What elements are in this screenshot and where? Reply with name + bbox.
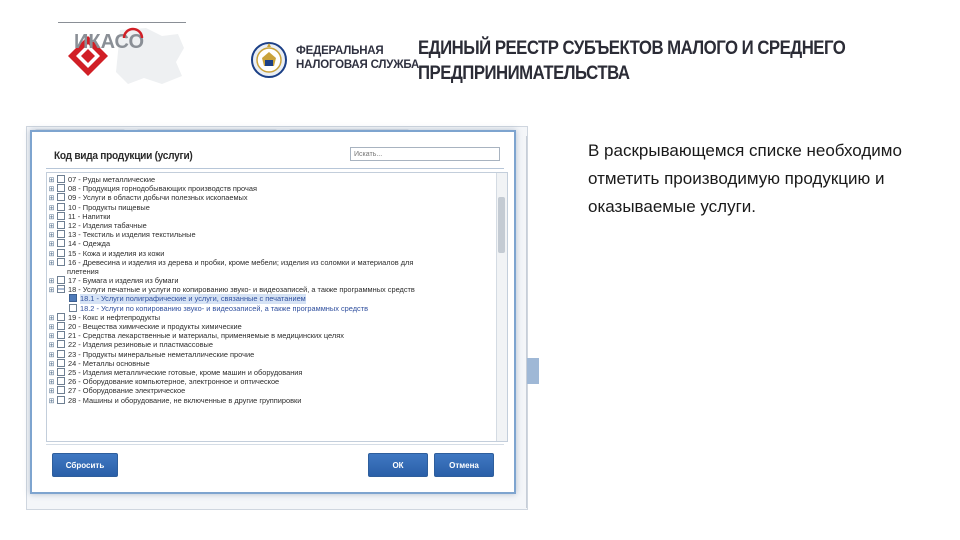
expand-toggle-icon[interactable]: ⊞ — [48, 259, 55, 267]
tree-item-label: 14 - Одежда — [68, 239, 111, 249]
tree-item[interactable] — [47, 212, 493, 221]
tree-item-label: 07 - Руды металлические — [68, 175, 156, 184]
tree-item[interactable] — [47, 331, 493, 340]
dialog-title: Код вида продукции (услуги) — [54, 150, 193, 162]
tree-item-label: плетения — [67, 266, 99, 276]
tree-scrollbar-thumb[interactable] — [498, 197, 505, 253]
expand-toggle-icon[interactable]: ⊞ — [48, 388, 55, 396]
tree-item[interactable] — [47, 203, 493, 212]
expand-toggle-icon[interactable]: ⊞ — [48, 397, 55, 405]
item-checkbox[interactable] — [57, 249, 65, 257]
tree-item[interactable] — [47, 249, 493, 258]
expand-toggle-icon[interactable]: ⊞ — [48, 314, 55, 322]
product-code-dialog — [30, 130, 516, 494]
tree-item-label: 21 - Средства лекарственные и материалы, применяемые в медицинских целях — [68, 331, 344, 341]
fns-emblem-icon — [250, 40, 288, 80]
expand-toggle-icon[interactable]: ⊞ — [48, 351, 55, 359]
tree-item-label: 15 - Кожа и изделия из кожи — [68, 248, 165, 258]
expand-toggle-icon[interactable]: ⊞ — [48, 232, 55, 240]
expand-toggle-icon[interactable]: ⊞ — [48, 177, 55, 184]
expand-toggle-icon[interactable]: ⊞ — [48, 250, 55, 258]
item-checkbox[interactable] — [57, 175, 65, 183]
tree-item[interactable] — [47, 193, 493, 202]
tree-item[interactable] — [47, 258, 493, 267]
tree-item-label: 23 - Продукты минеральные неметаллические прочие — [68, 349, 255, 359]
tree-item[interactable] — [47, 239, 493, 248]
tree-item-label: 24 - Металлы основные — [68, 358, 150, 368]
expand-toggle-icon[interactable]: ⊞ — [48, 360, 55, 368]
item-checkbox[interactable] — [57, 230, 65, 238]
tree-item[interactable] — [47, 230, 493, 239]
item-checkbox[interactable] — [57, 212, 65, 220]
tree-item[interactable] — [47, 184, 493, 193]
tree-item-label: 10 - Продукты пищевые — [68, 202, 150, 212]
expand-toggle-icon[interactable]: ⊞ — [48, 204, 55, 212]
ikaso-logo-text: ИКАСО — [74, 31, 145, 53]
tree-item[interactable] — [47, 285, 493, 294]
tree-item[interactable] — [47, 221, 493, 230]
tree-item-label: 13 - Текстиль и изделия текстильные — [68, 230, 196, 240]
dialog-header — [46, 144, 504, 169]
ok-button[interactable]: ОК — [368, 453, 428, 477]
tree-item-label: 20 - Вещества химические и продукты химические — [68, 322, 242, 331]
instruction-caption: В раскрывающемся списке необходимо отметить производимую продукцию и оказываемые услуги. — [588, 141, 902, 216]
item-checkbox[interactable] — [57, 239, 65, 247]
tree-item[interactable] — [47, 350, 493, 359]
tree-item[interactable] — [47, 340, 493, 349]
item-checkbox[interactable] — [69, 304, 77, 312]
tree-item-label: 17 - Бумага и изделия из бумаги — [68, 276, 179, 286]
item-checkbox[interactable] — [57, 340, 65, 348]
item-checkbox[interactable] — [57, 396, 65, 404]
agency-name-line-1: ФЕДЕРАЛЬНАЯ — [296, 45, 384, 57]
tree-item-label: 22 - Изделия резиновые и пластмассовые — [68, 340, 213, 350]
registry-title-line-1: ЕДИНЫЙ РЕЕСТР СУБЪЕКТОВ МАЛОГО И СРЕДНЕГО — [418, 37, 846, 59]
tree-item-label: 09 - Услуги в области добычи полезных ископаемых — [68, 193, 248, 203]
tree-item[interactable] — [47, 368, 493, 377]
registry-title — [418, 36, 845, 86]
tree-subitem[interactable] — [47, 294, 493, 303]
agency-name — [296, 44, 419, 72]
expand-toggle-icon[interactable]: ⊞ — [48, 213, 55, 221]
tree-item[interactable] — [47, 359, 493, 368]
item-checkbox[interactable] — [57, 221, 65, 229]
cancel-button[interactable]: Отмена — [434, 453, 494, 477]
tree-item-label: 12 - Изделия табачные — [68, 220, 147, 230]
tree-item[interactable] — [47, 322, 493, 331]
expand-toggle-icon[interactable]: ⊞ — [48, 222, 55, 230]
expand-toggle-icon[interactable]: ⊞ — [48, 342, 55, 350]
item-checkbox[interactable] — [57, 285, 65, 293]
tree-item-label: 16 - Древесина и изделия из дерева и пробки, кроме мебели; изделия из соломки и материалов для — [68, 257, 414, 267]
tree-scrollbar[interactable] — [496, 173, 507, 441]
item-checkbox[interactable] — [57, 184, 65, 192]
expand-toggle-icon[interactable]: ⊞ — [48, 278, 55, 286]
tree-item-label: 26 - Оборудование компьютерное, электронное и оптическое — [68, 377, 280, 387]
item-checkbox[interactable] — [57, 203, 65, 211]
search-input[interactable] — [350, 147, 500, 161]
tree-item[interactable] — [47, 377, 493, 386]
tree-item[interactable] — [47, 267, 493, 276]
tree-item-label: 27 - Оборудование электрическое — [68, 386, 186, 396]
expand-toggle-icon[interactable]: ⊞ — [48, 195, 55, 203]
ikaso-logo — [58, 22, 188, 88]
dialog-footer — [46, 444, 504, 485]
tree-item-label: 25 - Изделия металлические готовые, кроме машин и оборудования — [68, 367, 303, 377]
tree-item[interactable] — [47, 386, 493, 395]
tree-item-label: 08 - Продукция горнодобывающих производств прочая — [68, 184, 257, 194]
expand-toggle-icon[interactable]: ⊞ — [48, 186, 55, 194]
tree-item-label: 28 - Машины и оборудование, не включенные в другие группировки — [68, 395, 302, 405]
tree-item[interactable] — [47, 276, 493, 285]
tree-item-label: 18.1 - Услуги полиграфические и услуги, связанные с печатанием — [80, 294, 306, 304]
item-checkbox[interactable] — [57, 359, 65, 367]
item-checkbox[interactable] — [57, 386, 65, 394]
expand-toggle-icon[interactable]: ⊞ — [48, 241, 55, 249]
expand-toggle-icon[interactable]: ⊞ — [48, 287, 55, 295]
tree-item[interactable] — [47, 313, 493, 322]
expand-toggle-icon[interactable]: ⊞ — [48, 324, 55, 331]
item-checkbox[interactable] — [57, 368, 65, 376]
product-tree-list — [47, 175, 493, 405]
reset-button[interactable]: Сбросить — [52, 453, 118, 477]
registry-title-line-2: ПРЕДПРИНИМАТЕЛЬСТВА — [418, 62, 630, 84]
tree-item-label: 18 - Услуги печатные и услуги по копированию звуко- и видеозаписей, а также программных средств — [68, 285, 415, 295]
item-checkbox[interactable] — [57, 377, 65, 385]
background-button-fragment — [527, 358, 539, 384]
agency-name-line-2: НАЛОГОВАЯ СЛУЖБА — [296, 59, 420, 71]
item-checkbox[interactable] — [57, 193, 65, 201]
tree-item-label: 18.2 - Услуги по копированию звуко- и видеозаписей, а также программных средств — [80, 303, 369, 313]
item-checkbox[interactable] — [69, 294, 77, 302]
product-tree — [46, 172, 508, 442]
item-checkbox[interactable] — [57, 258, 65, 266]
expand-toggle-icon[interactable]: ⊞ — [48, 379, 55, 387]
tree-item[interactable] — [47, 396, 493, 405]
item-checkbox[interactable] — [57, 331, 65, 339]
item-checkbox[interactable] — [57, 313, 65, 321]
item-checkbox[interactable] — [57, 276, 65, 284]
tree-subitem[interactable] — [47, 304, 493, 313]
background-divider — [526, 136, 527, 508]
tree-item-label: 19 - Кокс и нефтепродукты — [68, 312, 161, 322]
expand-toggle-icon[interactable]: ⊞ — [48, 369, 55, 377]
item-checkbox[interactable] — [57, 350, 65, 358]
item-checkbox[interactable] — [57, 322, 65, 330]
tree-item[interactable] — [47, 175, 493, 184]
tree-item-label: 11 - Напитки — [68, 211, 111, 221]
expand-toggle-icon[interactable]: ⊞ — [48, 333, 55, 341]
